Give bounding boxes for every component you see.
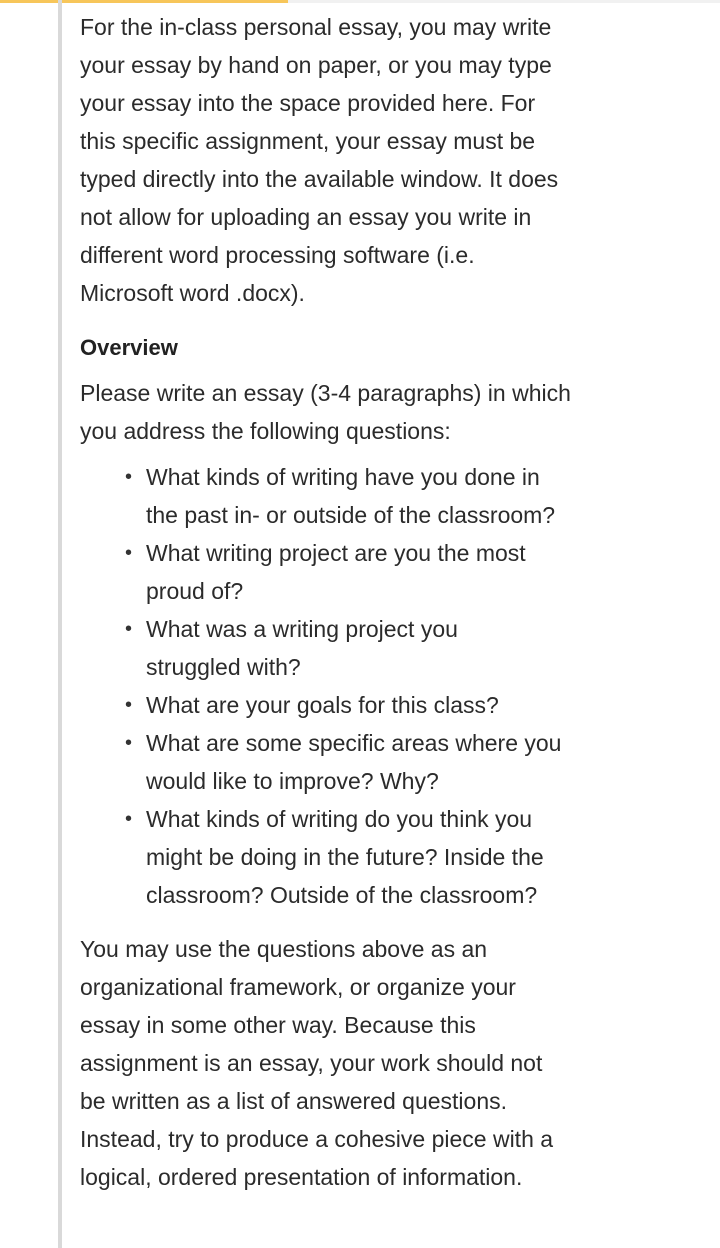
bullet-icon: • (125, 808, 133, 830)
bullet-icon: • (125, 466, 133, 488)
closing-line: logical, ordered presentation of information. (80, 1164, 523, 1190)
prompt-line: Please write an essay (3-4 paragraphs) in which (80, 380, 571, 406)
closing-paragraph (80, 930, 620, 1196)
closing-line: Instead, try to produce a cohesive piece with a (80, 1126, 554, 1152)
closing-line: essay in some other way. Because this (80, 1012, 476, 1038)
question-line: the past in- or outside of the classroom? (146, 502, 556, 528)
bullet-icon: • (125, 542, 133, 564)
top-accent-bar (0, 0, 720, 3)
question-line: struggled with? (146, 654, 301, 680)
closing-line: You may use the questions above as an (80, 936, 488, 962)
question-item (125, 458, 606, 534)
left-border-rule (58, 0, 62, 1248)
intro-line: this specific assignment, your essay must be (80, 128, 536, 154)
questions-list (80, 458, 606, 914)
closing-line: be written as a list of answered questions. (80, 1088, 508, 1114)
overview-heading: Overview (80, 335, 178, 360)
question-item (125, 610, 606, 686)
bullet-icon: • (125, 694, 133, 716)
question-item (125, 800, 606, 914)
intro-paragraph (80, 8, 700, 312)
prompt-line: you address the following questions: (80, 418, 451, 444)
intro-line: typed directly into the available window. It does (80, 166, 559, 192)
question-line: What writing project are you the most (146, 540, 526, 566)
question-line: might be doing in the future? Inside the (146, 844, 544, 870)
intro-line: your essay into the space provided here. For (80, 90, 536, 116)
question-line: classroom? Outside of the classroom? (146, 882, 538, 908)
question-line: proud of? (146, 578, 244, 604)
question-line: What are your goals for this class? (146, 692, 499, 718)
intro-line: Microsoft word .docx). (80, 280, 305, 306)
question-line: What are some specific areas where you (146, 730, 562, 756)
question-line: What kinds of writing have you done in (146, 464, 540, 490)
question-line: would like to improve? Why? (146, 768, 439, 794)
intro-line: For the in-class personal essay, you may write (80, 14, 552, 40)
closing-line: assignment is an essay, your work should not (80, 1050, 543, 1076)
assignment-instructions (80, 8, 700, 1196)
closing-line: organizational framework, or organize your (80, 974, 516, 1000)
question-item (125, 534, 606, 610)
intro-line: your essay by hand on paper, or you may type (80, 52, 552, 78)
question-item (125, 724, 606, 800)
bullet-icon: • (125, 618, 133, 640)
intro-line: not allow for uploading an essay you write in (80, 204, 532, 230)
intro-line: different word processing software (i.e. (80, 242, 475, 268)
question-line: What was a writing project you (146, 616, 458, 642)
prompt-paragraph (80, 374, 700, 450)
question-item (125, 686, 606, 724)
question-line: What kinds of writing do you think you (146, 806, 533, 832)
bullet-icon: • (125, 732, 133, 754)
